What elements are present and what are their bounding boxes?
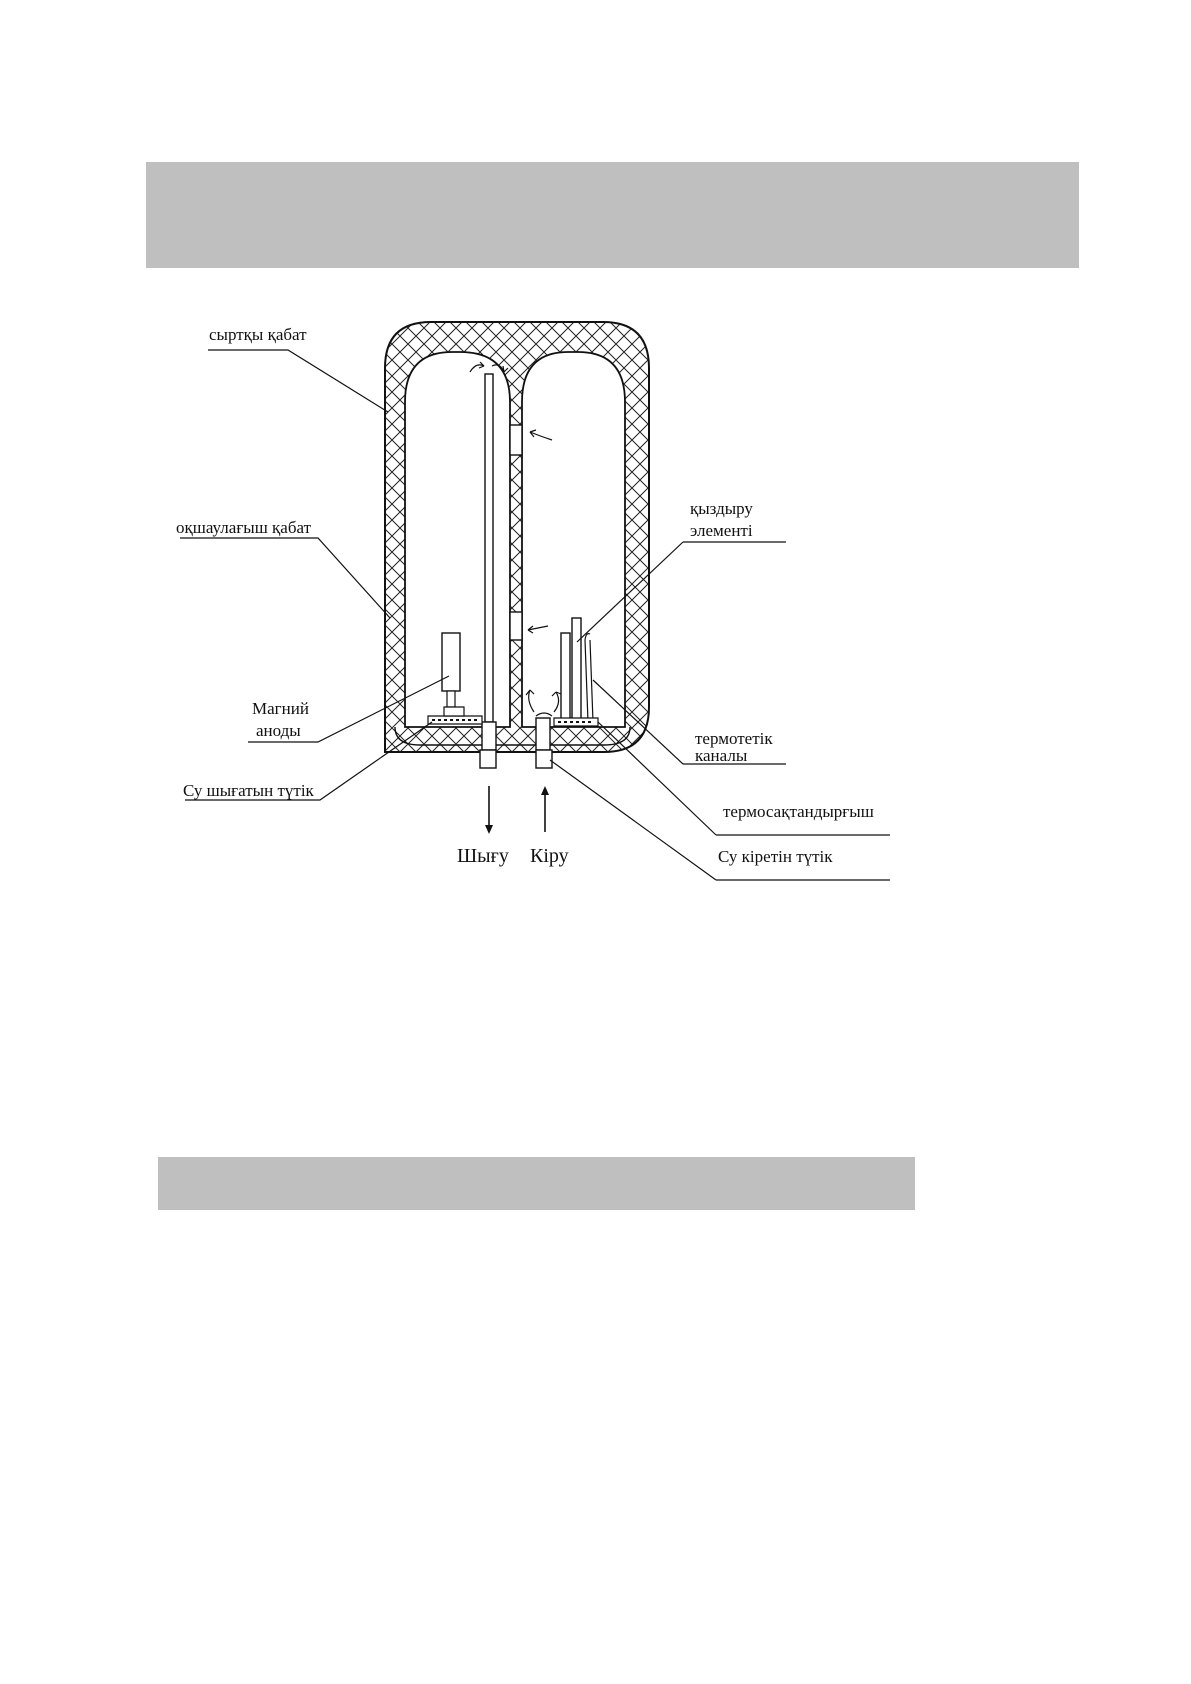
label-insulation-layer: оқшаулағыш қабат <box>176 518 312 537</box>
label-thermo-line1: термотетік <box>695 729 773 748</box>
label-anode-line1: Магний <box>252 699 309 718</box>
label-thermal-fuse: термосақтандырғыш <box>723 802 874 821</box>
label-heating-line1: қыздыру <box>690 499 753 518</box>
flow-arrows <box>485 786 549 834</box>
label-outer-layer: сыртқы қабат <box>209 325 307 344</box>
label-anode-line2: аноды <box>256 721 301 740</box>
label-outlet: Шығу <box>457 845 509 867</box>
label-outlet-pipe: Су шығатын түтік <box>183 781 314 800</box>
label-thermo-line2: каналы <box>695 746 748 765</box>
section-gray-bar <box>158 1157 915 1210</box>
label-inlet-pipe: Су кіретін түтік <box>718 847 833 866</box>
label-heating-line2: элементі <box>690 521 753 540</box>
label-inlet: Кіру <box>530 845 569 867</box>
outer-casing <box>385 322 649 752</box>
